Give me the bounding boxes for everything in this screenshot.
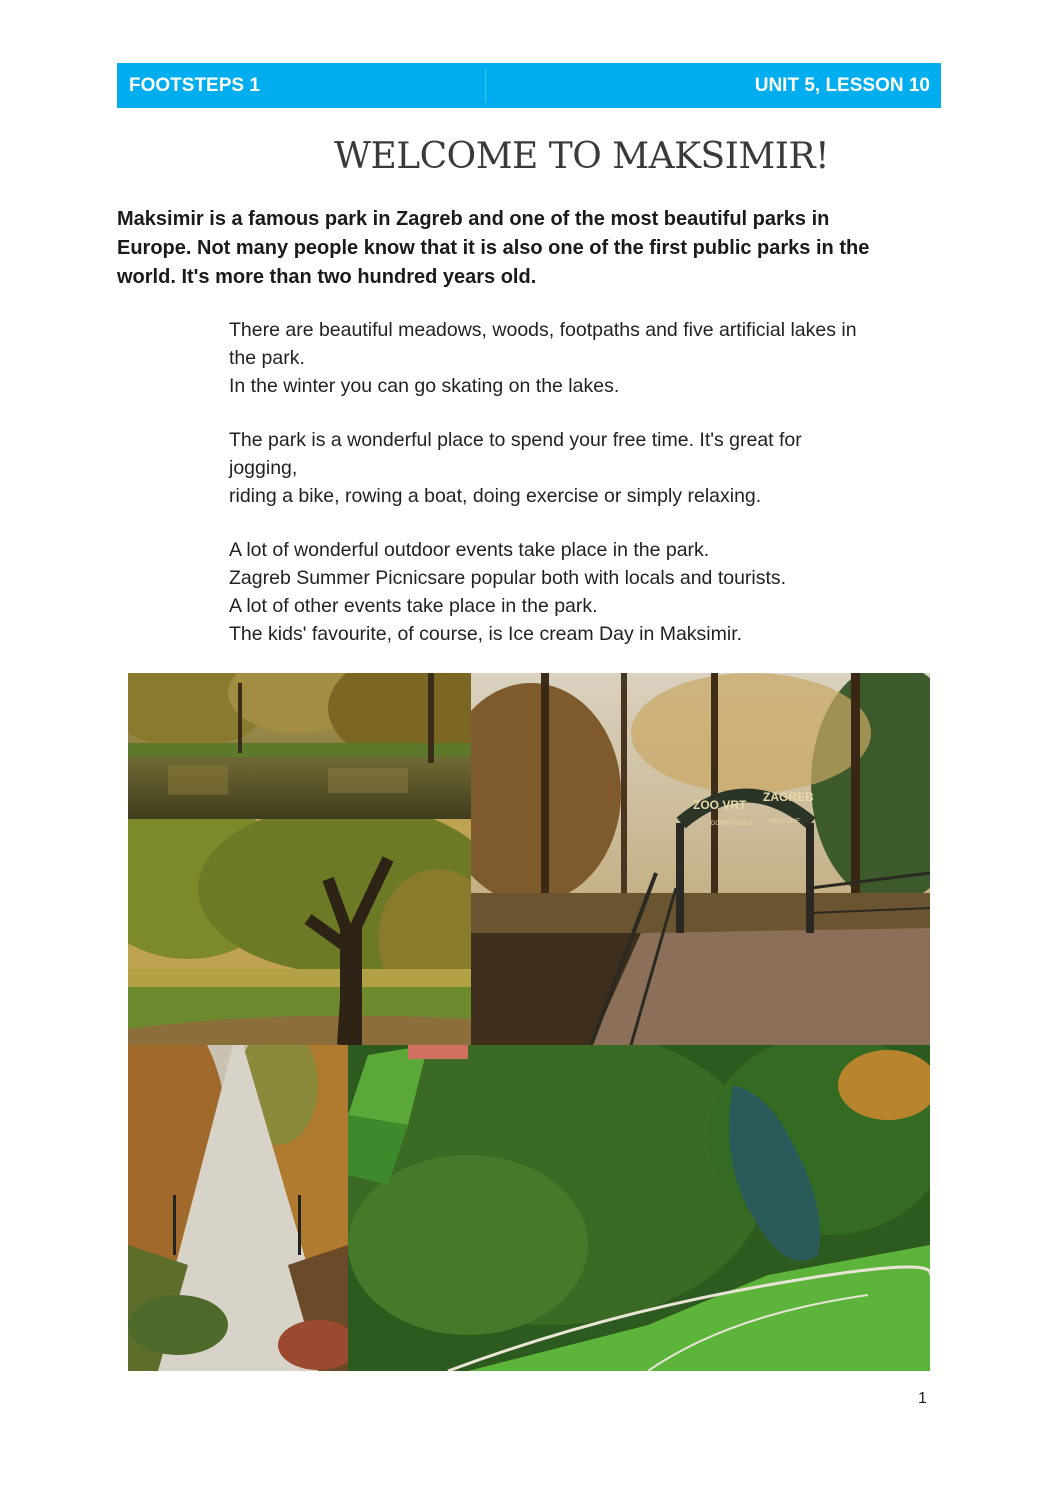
photo-zoo-entrance [471,673,930,1045]
paragraph-line: The kids' favourite, of course, is Ice cream Day in Maksimir. [229,623,743,645]
paragraph-line: There are beautiful meadows, woods, footpaths and five artificial lakes in [229,319,857,341]
paragraph-line: A lot of wonderful outdoor events take place in the park. [229,539,710,561]
photo-collage [128,673,930,1371]
intro-paragraph [117,205,937,292]
paragraph-line: Zagreb Summer Picnicsare popular both with locals and tourists. [229,567,787,589]
paragraph-line: jogging, [229,457,298,479]
intro-line: world. It's more than two hundred years old. [117,266,537,288]
paragraph-line: The park is a wonderful place to spend your free time. It's great for [229,429,802,451]
paragraph-line: the park. [229,347,305,369]
header-divider [485,69,486,102]
paragraph-lakes [229,316,929,400]
zoo-sign-subtext: DOBRO DOŠLI [711,821,753,827]
course-title: FOOTSTEPS 1 [129,75,260,96]
page-number: 1 [918,1390,927,1407]
paragraph-events [229,536,929,648]
photo-autumn-lake [128,673,471,819]
photo-oak-tree [128,819,471,1045]
header-bar [117,63,941,108]
paragraph-line: A lot of other events take place in the park. [229,595,598,617]
unit-lesson-label: UNIT 5, LESSON 10 [754,75,930,96]
paragraph-line: riding a bike, rowing a boat, doing exercise or simply relaxing. [229,485,762,507]
photo-tree-lined-path [128,1045,348,1371]
zoo-sign-text: ZOO VRT [693,798,747,812]
paragraph-line: In the winter you can go skating on the lakes. [229,375,620,397]
zoo-sign-subtext: WELCOME [769,819,801,825]
photo-aerial-view [348,1045,930,1371]
paragraph-free-time [229,426,929,510]
intro-line: Europe. Not many people know that it is also one of the first public parks in the [117,237,870,259]
zoo-sign-text: ZAGREB [763,790,814,804]
page-title: WELCOME TO MAKSIMIR! [333,136,830,177]
intro-line: Maksimir is a famous park in Zagreb and one of the most beautiful parks in [117,208,830,230]
